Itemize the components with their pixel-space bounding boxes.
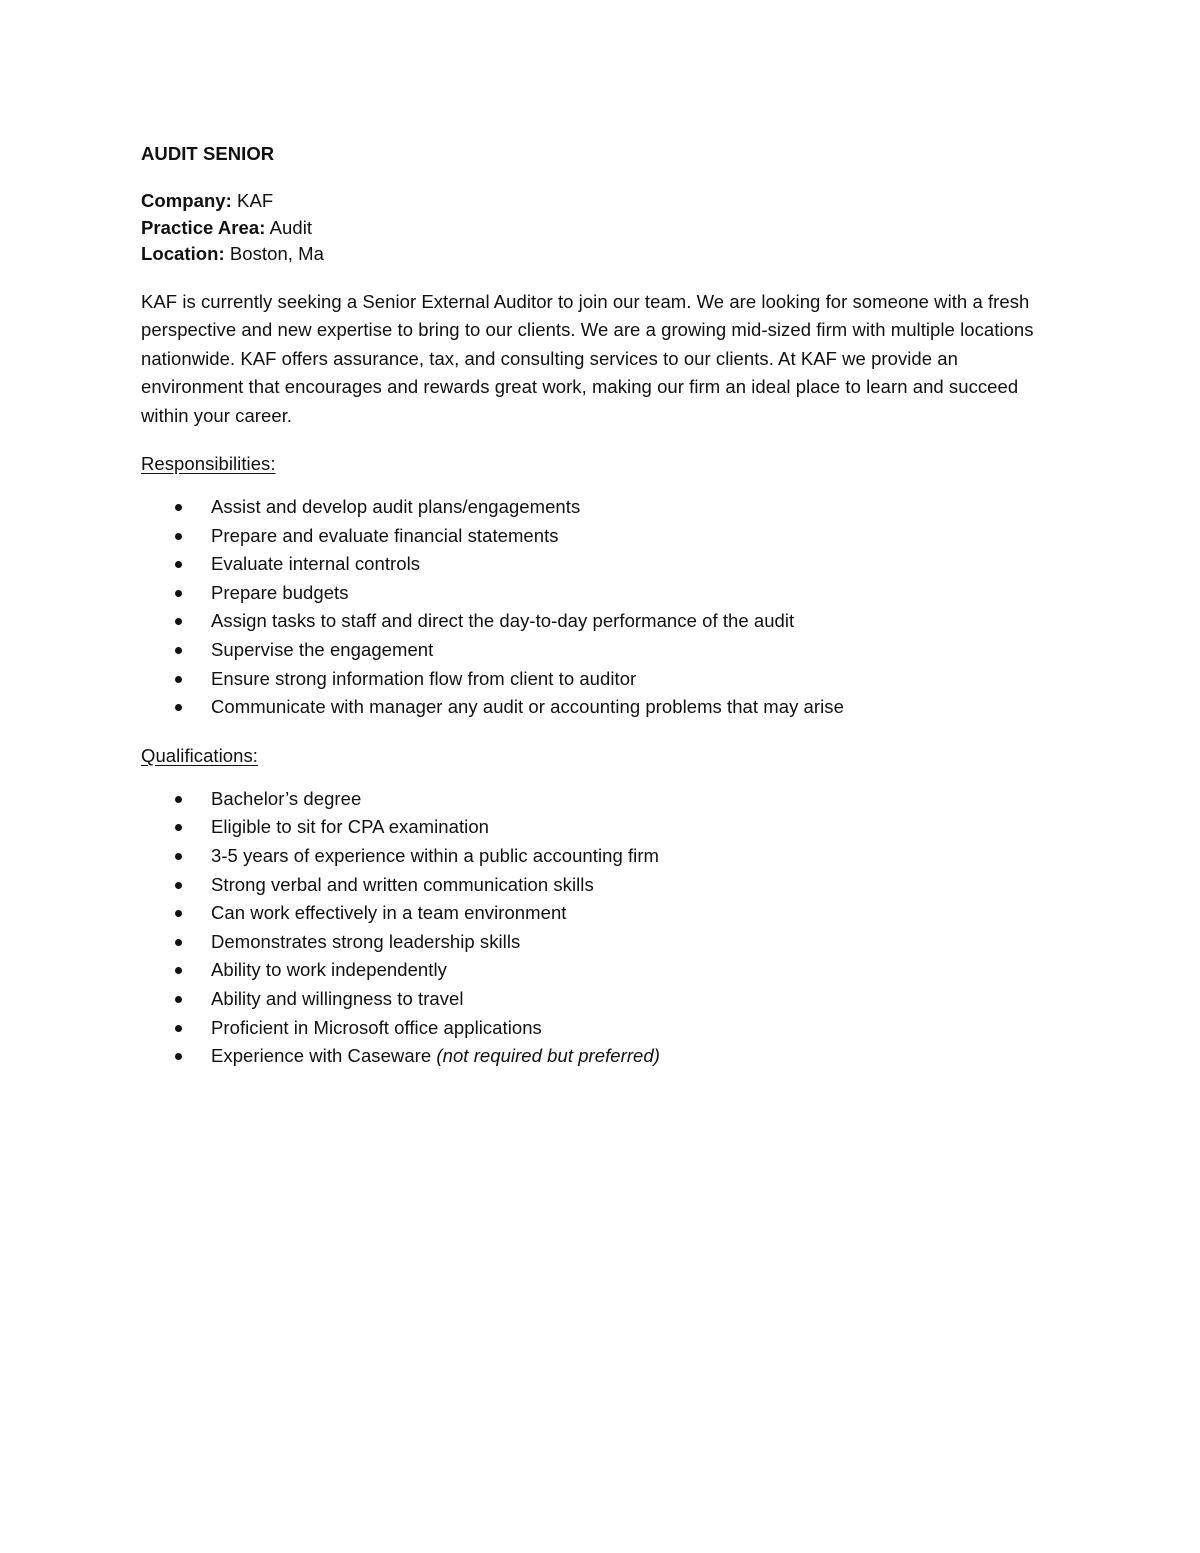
- bullet-icon: [175, 676, 182, 683]
- preferred-note: (not required but preferred): [436, 1045, 660, 1067]
- list-item: Ability to work independently: [141, 956, 1061, 985]
- list-item: Assign tasks to staff and direct the day-to-day performance of the audit: [141, 607, 1061, 636]
- bullet-icon: [175, 618, 182, 625]
- job-title: AUDIT SENIOR: [141, 143, 275, 164]
- bullet-icon: [175, 504, 182, 511]
- intro-paragraph: KAF is currently seeking a Senior External Auditor to join our team. We are looking for someone with a fresh perspective and new expertise to bring to our clients. We are a growing mid-sized firm with multiple locations nationwide. KAF offers assurance, tax, and consulting services to our clients. At KAF we provide an environment that encourages and rewards great work, making our firm an ideal place to learn and succeed within your career.: [141, 290, 1034, 426]
- list-item: Eligible to sit for CPA examination: [141, 813, 1061, 842]
- bullet-icon: [175, 796, 182, 803]
- list-item: Bachelor’s degree: [141, 785, 1061, 814]
- responsibilities-heading: Responsibilities:: [141, 453, 276, 474]
- bullet-icon: [175, 824, 182, 831]
- list-item: Assist and develop audit plans/engagements: [141, 493, 1061, 522]
- list-item: Supervise the engagement: [141, 636, 1061, 665]
- bullet-icon: [175, 533, 182, 540]
- list-item: Prepare budgets: [141, 579, 1061, 608]
- list-item: 3-5 years of experience within a public accounting firm: [141, 842, 1061, 871]
- responsibilities-list: [141, 493, 1061, 722]
- bullet-icon: [175, 853, 182, 860]
- qualifications-list: [141, 785, 1061, 1071]
- location-label: Location:: [141, 243, 225, 264]
- list-item: Strong verbal and written communication skills: [141, 871, 1061, 900]
- bullet-icon: [175, 882, 182, 889]
- list-item: Communicate with manager any audit or accounting problems that may arise: [141, 693, 1061, 722]
- practice-area-value: Audit: [265, 216, 313, 238]
- bullet-icon: [175, 561, 182, 568]
- list-item: Can work effectively in a team environment: [141, 899, 1061, 928]
- bullet-icon: [175, 647, 182, 654]
- company-value: KAF: [231, 190, 274, 211]
- bullet-icon: [175, 939, 182, 946]
- practice-area-line: [141, 215, 1061, 242]
- location-value: Boston, Ma: [224, 243, 324, 264]
- document-page: [141, 140, 1061, 1071]
- list-item: Proficient in Microsoft office applications: [141, 1014, 1061, 1043]
- bullet-icon: [175, 590, 182, 597]
- location-line: [141, 241, 1061, 268]
- bullet-icon: [175, 704, 182, 711]
- qualifications-heading: Qualifications:: [141, 744, 258, 766]
- company-line: [141, 188, 1061, 215]
- list-item: Evaluate internal controls: [141, 550, 1061, 579]
- list-item: Demonstrates strong leadership skills: [141, 928, 1061, 957]
- bullet-icon: [175, 1053, 182, 1060]
- company-label: Company:: [141, 190, 232, 211]
- bullet-icon: [175, 967, 182, 974]
- list-item: Prepare and evaluate financial statements: [141, 522, 1061, 551]
- bullet-icon: [175, 996, 182, 1003]
- practice-area-label: Practice Area:: [141, 216, 266, 238]
- bullet-icon: [175, 1025, 182, 1032]
- bullet-icon: [175, 910, 182, 917]
- list-item: Ensure strong information flow from client to auditor: [141, 665, 1061, 694]
- list-item: Ability and willingness to travel: [141, 985, 1061, 1014]
- list-item: Experience with Caseware (not required but preferred): [141, 1042, 1061, 1071]
